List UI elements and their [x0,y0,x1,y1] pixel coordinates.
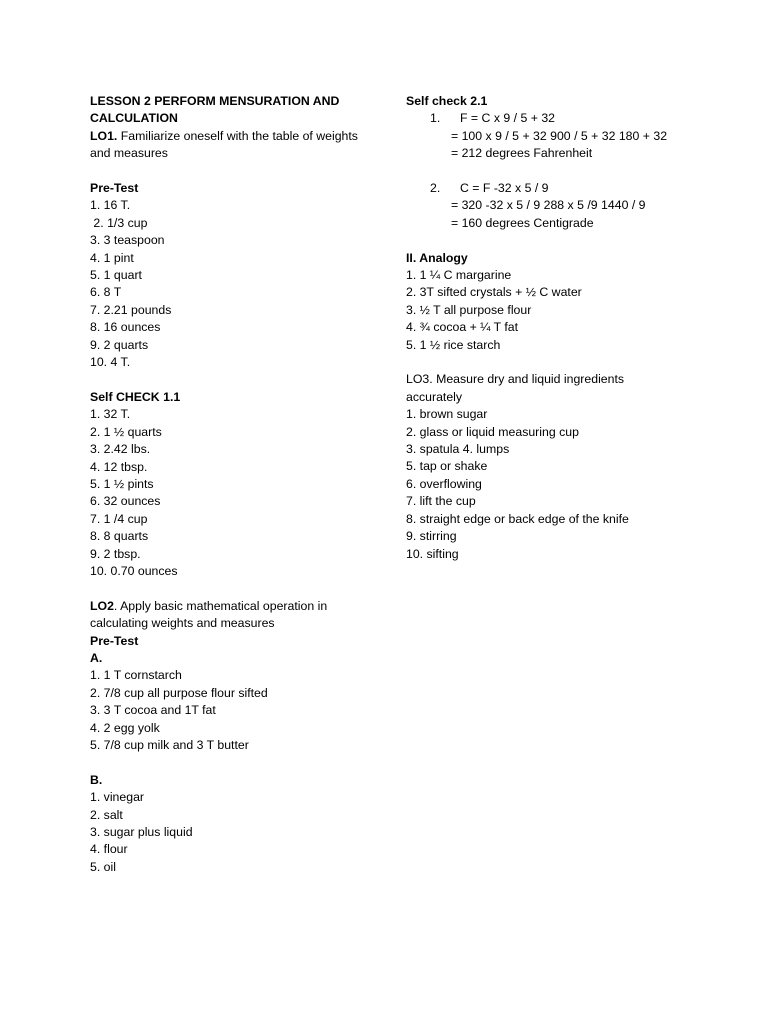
lesson-title: LESSON 2 PERFORM MENSURATION AND CALCULATION [90,94,340,126]
part-b-label: B. [90,772,103,787]
list-item: 2. glass or liquid measuring cup [406,424,579,439]
list-item: 5. 1 quart [90,268,142,283]
list-item: 4. flour [90,842,128,857]
item-number: 1. [430,111,441,126]
list-item: 6. 32 ounces [90,494,161,509]
list-item: 8. 8 quarts [90,529,149,544]
list-item: 3. 3 teaspoon [90,233,165,248]
list-item: 5. 7/8 cup milk and 3 T butter [90,737,249,752]
list-item: 5. 1 ½ rice starch [406,337,501,352]
list-item: 10. sifting [406,546,459,561]
list-item: 3. spatula 4. lumps [406,442,510,457]
formula-item-2 [406,180,696,197]
list-item: 2. 1/3 cup [90,215,148,230]
list-item: 1. vinegar [90,790,145,805]
analogy-heading: II. Analogy [406,250,468,265]
pretest-1-list [90,197,360,371]
pretest-2-heading: Pre-Test [90,633,139,648]
pretest-1-heading: Pre-Test [90,181,139,196]
list-item: 1. 1 ¼ C margarine [406,268,512,283]
list-item: 4. 12 tbsp. [90,459,148,474]
list-item: 3. 3 T cocoa and 1T fat [90,703,216,718]
item-number: 2. [430,181,441,196]
self-check-1-1-list [90,406,360,580]
list-item: 5. 1 ½ pints [90,476,154,491]
left-column [90,93,360,876]
list-item: 2. salt [90,807,123,822]
part-a-list [90,667,360,754]
formula-item-1 [406,110,696,127]
list-item: 3. sugar plus liquid [90,825,193,839]
part-b-list [90,789,360,876]
list-item: 2. 1 ½ quarts [90,424,162,439]
list-item: 10. 4 T. [90,355,131,370]
lo1-objective [90,128,360,163]
list-item: 5. oil [90,859,116,874]
lo2-objective [90,598,360,633]
list-item: 4. 1 pint [90,250,134,265]
list-item: 2. 7/8 cup all purpose flour sifted [90,685,268,700]
self-check-2-1-heading: Self check 2.1 [406,94,488,108]
list-item: 6. overflowing [406,476,482,491]
lo3-list [406,406,696,563]
analogy-list [406,267,696,354]
formula-result: = 212 degrees Fahrenheit [451,146,593,161]
part-a-label: A. [90,650,103,665]
list-item: 10. 0.70 ounces [90,563,178,578]
self-check-1-1-heading: Self CHECK 1.1 [90,389,181,404]
lo2-label: LO2 [90,598,114,613]
formula-line: = 100 x 9 / 5 + 32 900 / 5 + 32 180 + 32 [451,128,668,143]
list-item: 3. 2.42 lbs. [90,442,151,457]
formula-line: F = C x 9 / 5 + 32 [460,111,556,126]
list-item: 9. 2 quarts [90,337,149,352]
list-item: 9. 2 tbsp. [90,546,141,561]
list-item: 1. 32 T. [90,407,131,422]
lo2-text: . Apply basic mathematical operation in calculating weights and measures [90,598,328,631]
formula-line: = 320 -32 x 5 / 9 288 x 5 /9 1440 / 9 [451,198,646,213]
lo1-text: Familiarize oneself with the table of weights and measures [90,128,358,161]
list-item: 1. 1 T cornstarch [90,668,182,683]
list-item: 6. 8 T [90,285,122,300]
list-item: 4. ¾ cocoa + ¼ T fat [406,320,518,335]
list-item: 7. lift the cup [406,494,476,509]
lo3-objective: LO3. Measure dry and liquid ingredients accurately [406,372,625,404]
list-item: 7. 2.21 pounds [90,302,172,317]
list-item: 4. 2 egg yolk [90,720,160,735]
lo1-label: LO1. [90,128,118,143]
list-item: 1. brown sugar [406,407,488,422]
right-column [406,93,696,563]
list-item: 2. 3T sifted crystals + ½ C water [406,285,582,300]
formula-result: = 160 degrees Centigrade [451,215,594,230]
formula-line: C = F -32 x 5 / 9 [460,181,549,196]
list-item: 8. straight edge or back edge of the knife [406,511,629,526]
list-item: 5. tap or shake [406,459,488,474]
list-item: 1. 16 T. [90,198,131,213]
list-item: 9. stirring [406,529,457,544]
list-item: 7. 1 /4 cup [90,511,148,526]
list-item: 3. ½ T all purpose flour [406,302,532,317]
list-item: 8. 16 ounces [90,320,161,335]
